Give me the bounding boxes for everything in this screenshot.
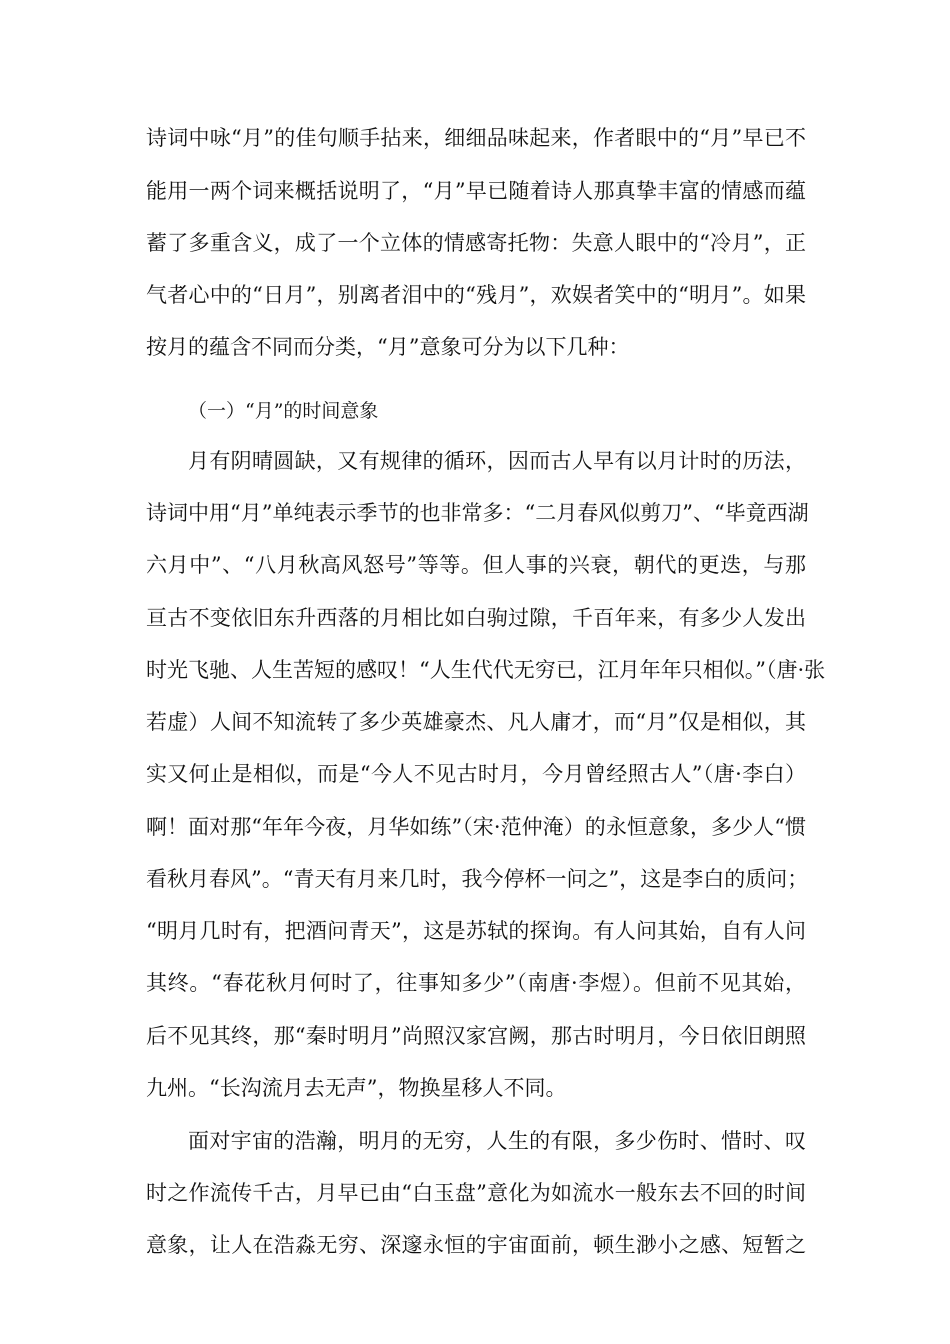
- time-line-11: 其终。“春花秋月何时了，往事知多少”（南唐·李煜）。但前不见其始，: [146, 971, 806, 995]
- vast-line-2: 时之作流传千古，月早已由“白玉盘”意化为如流水一般东去不回的时间: [146, 1181, 806, 1205]
- time-line-3: 六月中”、“八月秋高风怒号”等等。但人事的兴衰，朝代的更迭，与那: [146, 553, 806, 577]
- time-line-1: 月有阴晴圆缺，又有规律的循环，因而古人早有以月计时的历法，: [188, 449, 806, 473]
- time-line-7: 实又何止是相似，而是“今人不见古时月，今月曾经照古人”（唐·李白）: [146, 762, 806, 786]
- time-line-2: 诗词中用“月”单纯表示季节的也非常多：“二月春风似剪刀”、“毕竟西湖: [146, 501, 809, 525]
- intro-line-3: 蓄了多重含义，成了一个立体的情感寄托物：失意人眼中的“冷月”，正: [146, 231, 806, 255]
- time-line-13: 九州。“长沟流月去无声”，物换星移人不同。: [146, 1076, 567, 1100]
- time-line-12: 后不见其终，那“秦时明月”尚照汉家宫阙，那古时明月，今日依旧朗照: [146, 1024, 806, 1048]
- time-line-5: 时光飞驰、人生苦短的感叹！“人生代代无穷已，江月年年只相似。”（唐·张: [146, 658, 826, 682]
- intro-line-2: 能用一两个词来概括说明了，“月”早已随着诗人那真挚丰富的情感而蕴: [146, 179, 806, 203]
- time-line-9: 看秋月春风”。“青天有月来几时，我今停杯一问之”，这是李白的质问；: [146, 867, 809, 891]
- intro-line-5: 按月的蕴含不同而分类，“月”意象可分为以下几种：: [146, 335, 630, 359]
- vast-line-3: 意象，让人在浩淼无穷、深邃永恒的宇宙面前，顿生渺小之感、短暂之: [146, 1233, 806, 1257]
- vast-line-1: 面对宇宙的浩瀚，明月的无穷，人生的有限，多少伤时、惜时、叹: [188, 1129, 806, 1153]
- time-line-4: 亘古不变依旧东升西落的月相比如白驹过隙，千百年来，有多少人发出: [146, 606, 806, 630]
- intro-line-4: 气者心中的“日月”，别离者泪中的“残月”，欢娱者笑中的“明月”。如果: [146, 283, 806, 307]
- time-line-6: 若虚）人间不知流转了多少英雄豪杰、凡人庸才，而“月”仅是相似，其: [146, 710, 806, 734]
- section-heading: （一）“月”的时间意象: [188, 400, 379, 422]
- time-line-10: “明月几时有，把酒问青天”，这是苏轼的探询。有人问其始，自有人问: [146, 919, 806, 943]
- time-line-8: 啊！面对那“年年今夜，月华如练”（宋·范仲淹）的永恒意象，多少人“惯: [146, 815, 806, 839]
- intro-line-1: 诗词中咏“月”的佳句顺手拈来，细细品味起来，作者眼中的“月”早已不: [146, 126, 806, 150]
